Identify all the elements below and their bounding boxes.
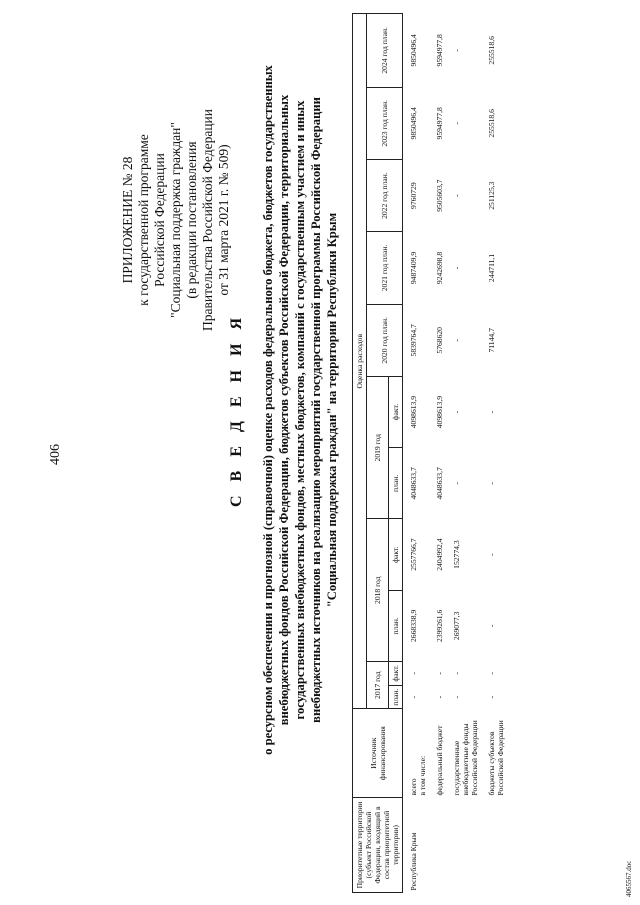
- title-sub-line: внебюджетных фондов Российской Федерации, бюджетов субъектов Российской Федерации, территориальных: [277, 94, 291, 726]
- value-cell: -: [435, 695, 444, 699]
- value-cell: -: [409, 672, 418, 675]
- header-fact: факт.: [389, 519, 403, 590]
- table-row: [481, 14, 507, 893]
- source-cell: [481, 709, 507, 798]
- title-sub-line: "Социальная поддержка граждан" на территории Республики Крым: [325, 212, 339, 608]
- annex-line: от 31 марта 2021 г. № 509): [216, 144, 231, 296]
- territory-cell: Республика Крым: [409, 832, 418, 891]
- table-row: [403, 14, 430, 893]
- table-row: [446, 14, 481, 893]
- value-cell: 9760729: [409, 182, 418, 209]
- source-note: в том числе:: [418, 755, 427, 796]
- value-cell: 4098613,9: [435, 395, 444, 429]
- value-cell: -: [452, 482, 461, 485]
- annex-line: к государственной программе: [136, 134, 151, 306]
- title-sub-line: внебюджетных источников на реализацию мероприятий государственной программы Российской Федерации: [309, 97, 323, 723]
- value-cell: -: [487, 553, 496, 556]
- value-cell: 2404992,4: [435, 538, 444, 571]
- title-subtitle: [260, 25, 340, 795]
- header-fact: факт.: [389, 376, 403, 447]
- expenditure-table-container: [352, 13, 507, 893]
- document-reference: 4065567.doc: [625, 860, 633, 897]
- annex-line: Российской Федерации: [152, 153, 167, 287]
- title-sub-line: государственных внебюджетных фондов, местных бюджетов, компаний с государственным участием и иных: [293, 100, 307, 720]
- value-cell: 71144,7: [487, 328, 496, 353]
- source-cell: [403, 709, 430, 798]
- value-cell: -: [452, 49, 461, 52]
- annex-line: "Социальная поддержка граждан": [168, 122, 183, 318]
- header-2020: 2020 год план.: [367, 304, 403, 376]
- table-row: [429, 14, 446, 893]
- value-cell: -: [409, 695, 418, 699]
- territory-cell: [429, 798, 446, 893]
- value-cell: -: [452, 695, 461, 699]
- value-cell: -: [487, 482, 496, 485]
- value-cell: 152774,3: [452, 540, 461, 569]
- source-label: всего: [409, 778, 418, 796]
- header-2021: 2021 год план.: [367, 232, 403, 304]
- territory-cell: [481, 798, 507, 893]
- value-cell: 2399261,6: [435, 609, 444, 642]
- value-cell: -: [452, 339, 461, 342]
- source-label: федеральный бюджет: [435, 725, 444, 796]
- header-plan: план.: [389, 685, 403, 709]
- value-cell: 5768620: [435, 327, 444, 354]
- value-cell: -: [452, 122, 461, 125]
- value-cell: 9505603,7: [435, 179, 444, 212]
- value-cell: 9594977,8: [435, 34, 444, 67]
- header-fact: факт.: [389, 661, 403, 685]
- header-2022: 2022 год план.: [367, 159, 403, 231]
- value-cell: -: [487, 410, 496, 414]
- value-cell: -: [435, 672, 444, 675]
- value-cell: 2668338,9: [409, 609, 418, 642]
- annex-header: [120, 55, 232, 385]
- value-cell: 9242698,8: [435, 251, 444, 285]
- value-cell: -: [452, 672, 461, 675]
- value-cell: -: [452, 194, 461, 197]
- value-cell: 9487409,9: [409, 251, 418, 285]
- table-body: [403, 14, 508, 893]
- territory-cell: [446, 798, 481, 893]
- value-cell: 244711,1: [487, 253, 496, 283]
- header-source: Источник финансирования: [353, 709, 403, 798]
- header-2023: 2023 год план.: [367, 87, 403, 159]
- header-plan: план.: [389, 448, 403, 519]
- value-cell: -: [487, 672, 496, 675]
- header-territory: Приоритетные территории (субъект Российской Федерации, входящий в состав приоритетной территории): [353, 798, 403, 893]
- value-cell: 269077,3: [452, 611, 461, 641]
- source-cell: [429, 709, 446, 798]
- value-cell: -: [487, 695, 496, 699]
- value-cell: 4098613,9: [409, 395, 418, 429]
- value-cell: 9850496,4: [409, 34, 418, 67]
- value-cell: 4048633,7: [435, 467, 444, 500]
- expenditure-table: [352, 13, 507, 893]
- source-label: бюджеты субъектов Российской Федерации: [487, 720, 505, 796]
- value-cell: -: [452, 410, 461, 414]
- document-title: [228, 25, 340, 795]
- value-cell: 255518,6: [487, 36, 496, 65]
- value-cell: 2557766,7: [409, 538, 418, 571]
- header-2019: 2019 год: [367, 376, 389, 519]
- header-2024: 2024 год план.: [367, 14, 403, 88]
- title-sub-line: о ресурсном обеспечении и прогнозной (справочной) оценке расходов федерального бюджета, бюджетов государственных: [261, 65, 275, 755]
- value-cell: 9594977,8: [435, 107, 444, 140]
- page-number: 406: [48, 444, 63, 465]
- value-cell: 9850496,4: [409, 107, 418, 140]
- value-cell: 255518,6: [487, 109, 496, 138]
- header-plan: план.: [389, 590, 403, 661]
- annex-line: ПРИЛОЖЕНИЕ № 28: [120, 156, 135, 284]
- value-cell: 251125,3: [487, 181, 496, 210]
- annex-line: Правительства Российской Федерации: [200, 109, 215, 331]
- source-cell: [446, 709, 481, 798]
- value-cell: 4048633,7: [409, 467, 418, 500]
- annex-line: (в редакции постановления: [184, 141, 199, 299]
- value-cell: 5839764,7: [409, 324, 418, 357]
- header-2017: 2017 год: [367, 661, 389, 709]
- value-cell: -: [487, 624, 496, 628]
- header-estimate: Оценка расходов: [353, 14, 367, 709]
- header-2018: 2018 год: [367, 519, 389, 662]
- source-label: государственные внебюджетные фонды Российской Федерации: [452, 720, 479, 796]
- value-cell: -: [452, 266, 461, 270]
- title-main: С В Е Д Е Н И Я: [228, 312, 245, 508]
